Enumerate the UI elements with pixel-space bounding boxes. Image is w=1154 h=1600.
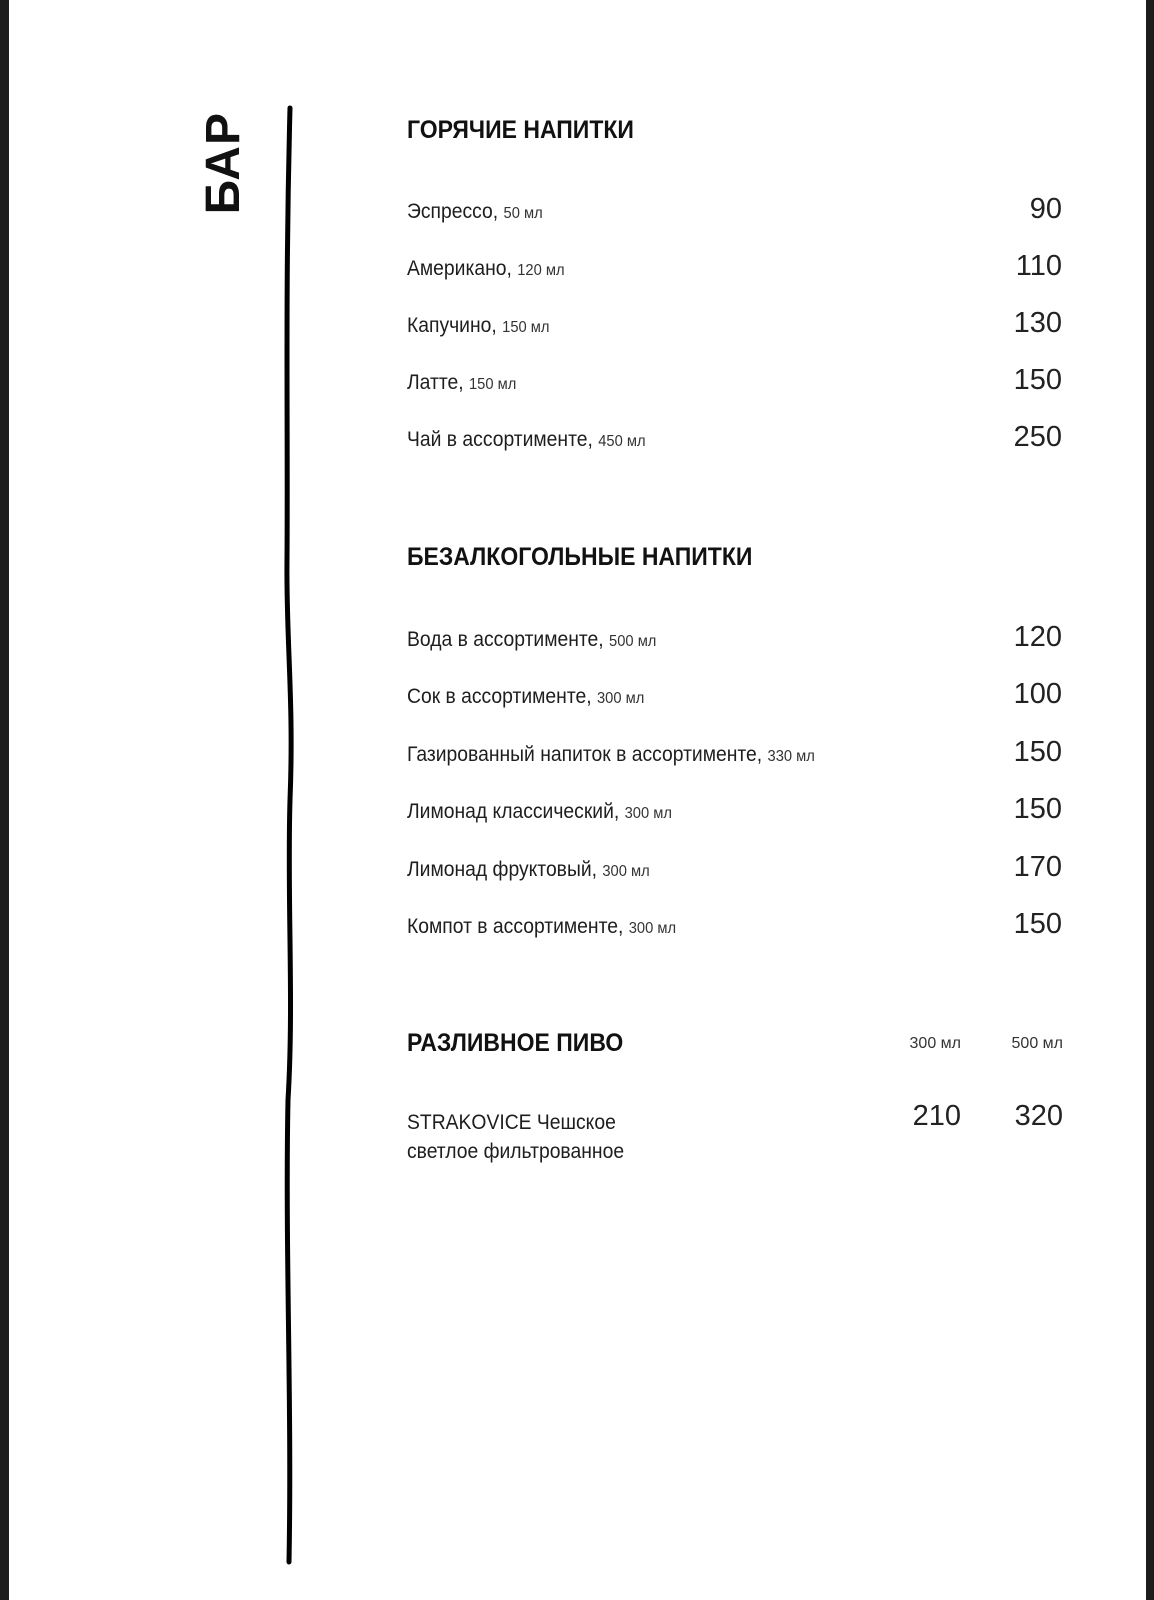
item-name: Компот в ассортименте, <box>407 915 624 938</box>
section-title-draft-beer: РАЗЛИВНОЕ ПИВО <box>407 1029 624 1057</box>
menu-item <box>407 247 1062 287</box>
item-price: 130 <box>1013 307 1062 339</box>
item-volume: 300 мл <box>624 805 672 822</box>
beer-price-500ml: 320 <box>1014 1100 1063 1132</box>
column-header-500ml: 500 мл <box>1011 1035 1063 1052</box>
item-volume: 150 мл <box>468 376 517 393</box>
menu-page <box>9 0 1146 1600</box>
item-price: 150 <box>1013 364 1062 396</box>
item-price: 100 <box>1013 678 1062 710</box>
menu-item <box>407 675 1062 715</box>
section-title-hot-drinks: ГОРЯЧИЕ НАПИТКИ <box>407 116 634 144</box>
item-name: Эспрессо, <box>407 200 499 223</box>
item-price: 150 <box>1013 908 1062 940</box>
menu-item <box>407 190 1062 230</box>
item-volume: 50 мл <box>503 205 543 222</box>
item-volume: 300 мл <box>628 920 677 937</box>
item-name: Лимонад классический, <box>407 800 620 823</box>
item-volume: 150 мл <box>502 319 550 336</box>
item-price: 150 <box>1013 736 1062 768</box>
menu-item <box>407 361 1062 401</box>
item-name: Американо, <box>407 257 512 280</box>
menu-item <box>407 618 1062 658</box>
menu-item <box>407 418 1062 458</box>
item-price: 120 <box>1013 621 1062 653</box>
menu-item <box>407 304 1062 344</box>
beer-item-name <box>407 1108 624 1166</box>
section-title-soft-drinks: БЕЗАЛКОГОЛЬНЫЕ НАПИТКИ <box>407 543 753 571</box>
item-volume: 330 мл <box>767 748 815 765</box>
item-volume: 300 мл <box>596 690 645 707</box>
item-volume: 450 мл <box>598 433 646 450</box>
item-name: Сок в ассортименте, <box>407 685 592 708</box>
item-price: 170 <box>1013 851 1062 883</box>
beer-name-line-2: светлое фильтрованное <box>407 1140 625 1163</box>
menu-item <box>407 905 1062 945</box>
item-name: Латте, <box>407 371 464 394</box>
item-volume: 500 мл <box>609 633 657 650</box>
menu-item <box>407 733 1062 773</box>
item-volume: 300 мл <box>602 863 650 880</box>
item-name: Лимонад фруктовый, <box>407 858 597 881</box>
item-price: 250 <box>1013 421 1062 453</box>
side-title-text: БАР <box>197 112 250 215</box>
item-price: 150 <box>1013 793 1062 825</box>
menu-item <box>407 848 1062 888</box>
menu-item <box>407 790 1062 830</box>
item-name: Газированный напиток в ассортименте, <box>407 743 763 766</box>
item-price: 90 <box>1029 193 1062 225</box>
item-price: 110 <box>1015 250 1062 282</box>
item-volume: 120 мл <box>517 262 565 279</box>
column-header-300ml: 300 мл <box>909 1035 961 1052</box>
item-name: Вода в ассортименте, <box>407 628 604 651</box>
beer-price-300ml: 210 <box>912 1100 961 1132</box>
item-name: Капучино, <box>407 314 497 337</box>
beer-name-line-1: STRAKOVICE Чешское <box>407 1111 616 1134</box>
item-name: Чай в ассортименте, <box>407 428 593 451</box>
